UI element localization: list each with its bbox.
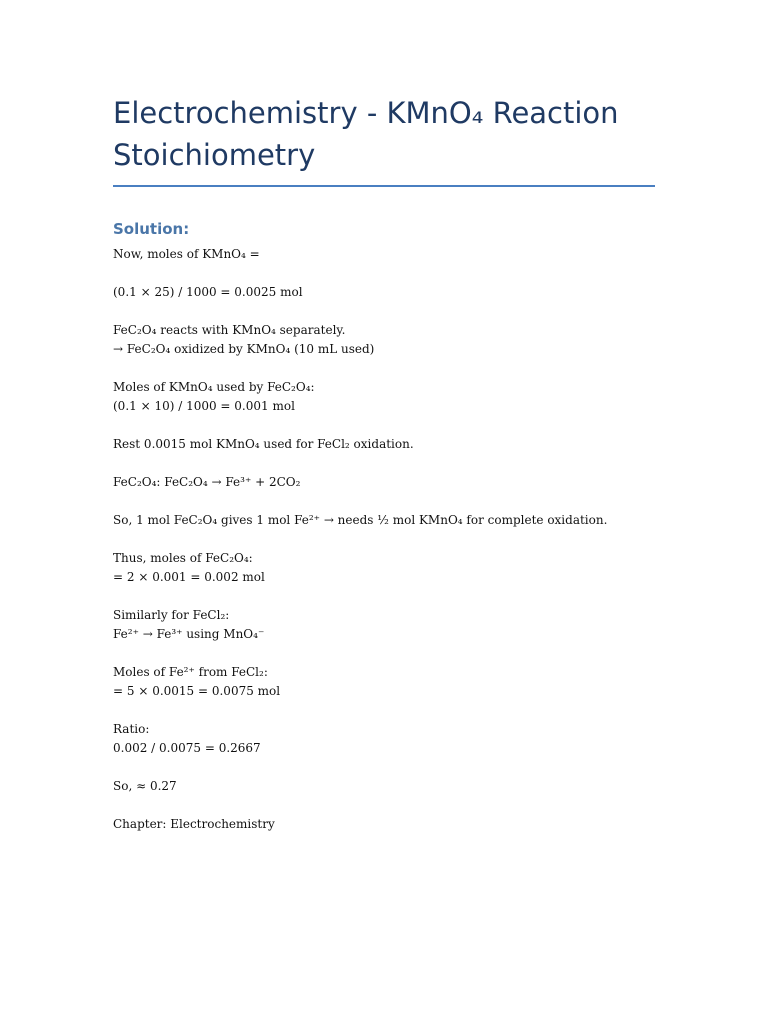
text-line: FeC₂O₄ reacts with KMnO₄ separately.: [113, 323, 346, 337]
text-line: Now, moles of KMnO₄ =: [113, 247, 260, 261]
text-line: Thus, moles of FeC₂O₄:: [113, 551, 253, 565]
section-heading: Solution:: [113, 220, 190, 238]
text-line: Moles of Fe²⁺ from FeCl₂:: [113, 665, 268, 679]
text-line: = 2 × 0.001 = 0.002 mol: [113, 570, 265, 584]
text-line: = 5 × 0.0015 = 0.0075 mol: [113, 684, 281, 698]
text-line: Rest 0.0015 mol KMnO₄ used for FeCl₂ oxidation.: [113, 437, 414, 451]
text-line: (0.1 × 10) / 1000 = 0.001 mol: [113, 399, 295, 413]
text-line: 0.002 / 0.0075 = 0.2667: [113, 741, 261, 755]
text-line: Fe²⁺ → Fe³⁺ using MnO₄⁻: [113, 627, 265, 641]
text-line: FeC₂O₄: FeC₂O₄ → Fe³⁺ + 2CO₂: [113, 475, 301, 489]
chapter-line: Chapter: Electrochemistry: [113, 817, 275, 831]
solution-body: [113, 245, 655, 834]
text-line: Similarly for FeCl₂:: [113, 608, 230, 622]
title-underline: [113, 185, 655, 187]
text-line: So, ≈ 0.27: [113, 779, 177, 793]
text-line: → FeC₂O₄ oxidized by KMnO₄ (10 mL used): [113, 342, 375, 356]
text-line: So, 1 mol FeC₂O₄ gives 1 mol Fe²⁺ → needs ½ mol KMnO₄ for complete oxidation.: [113, 513, 608, 527]
document-page: [113, 92, 655, 834]
text-line: Ratio:: [113, 722, 150, 736]
text-line: Moles of KMnO₄ used by FeC₂O₄:: [113, 380, 315, 394]
text-line: (0.1 × 25) / 1000 = 0.0025 mol: [113, 285, 303, 299]
page-title: Electrochemistry - KMnO₄ Reaction Stoichiometry: [113, 96, 619, 172]
